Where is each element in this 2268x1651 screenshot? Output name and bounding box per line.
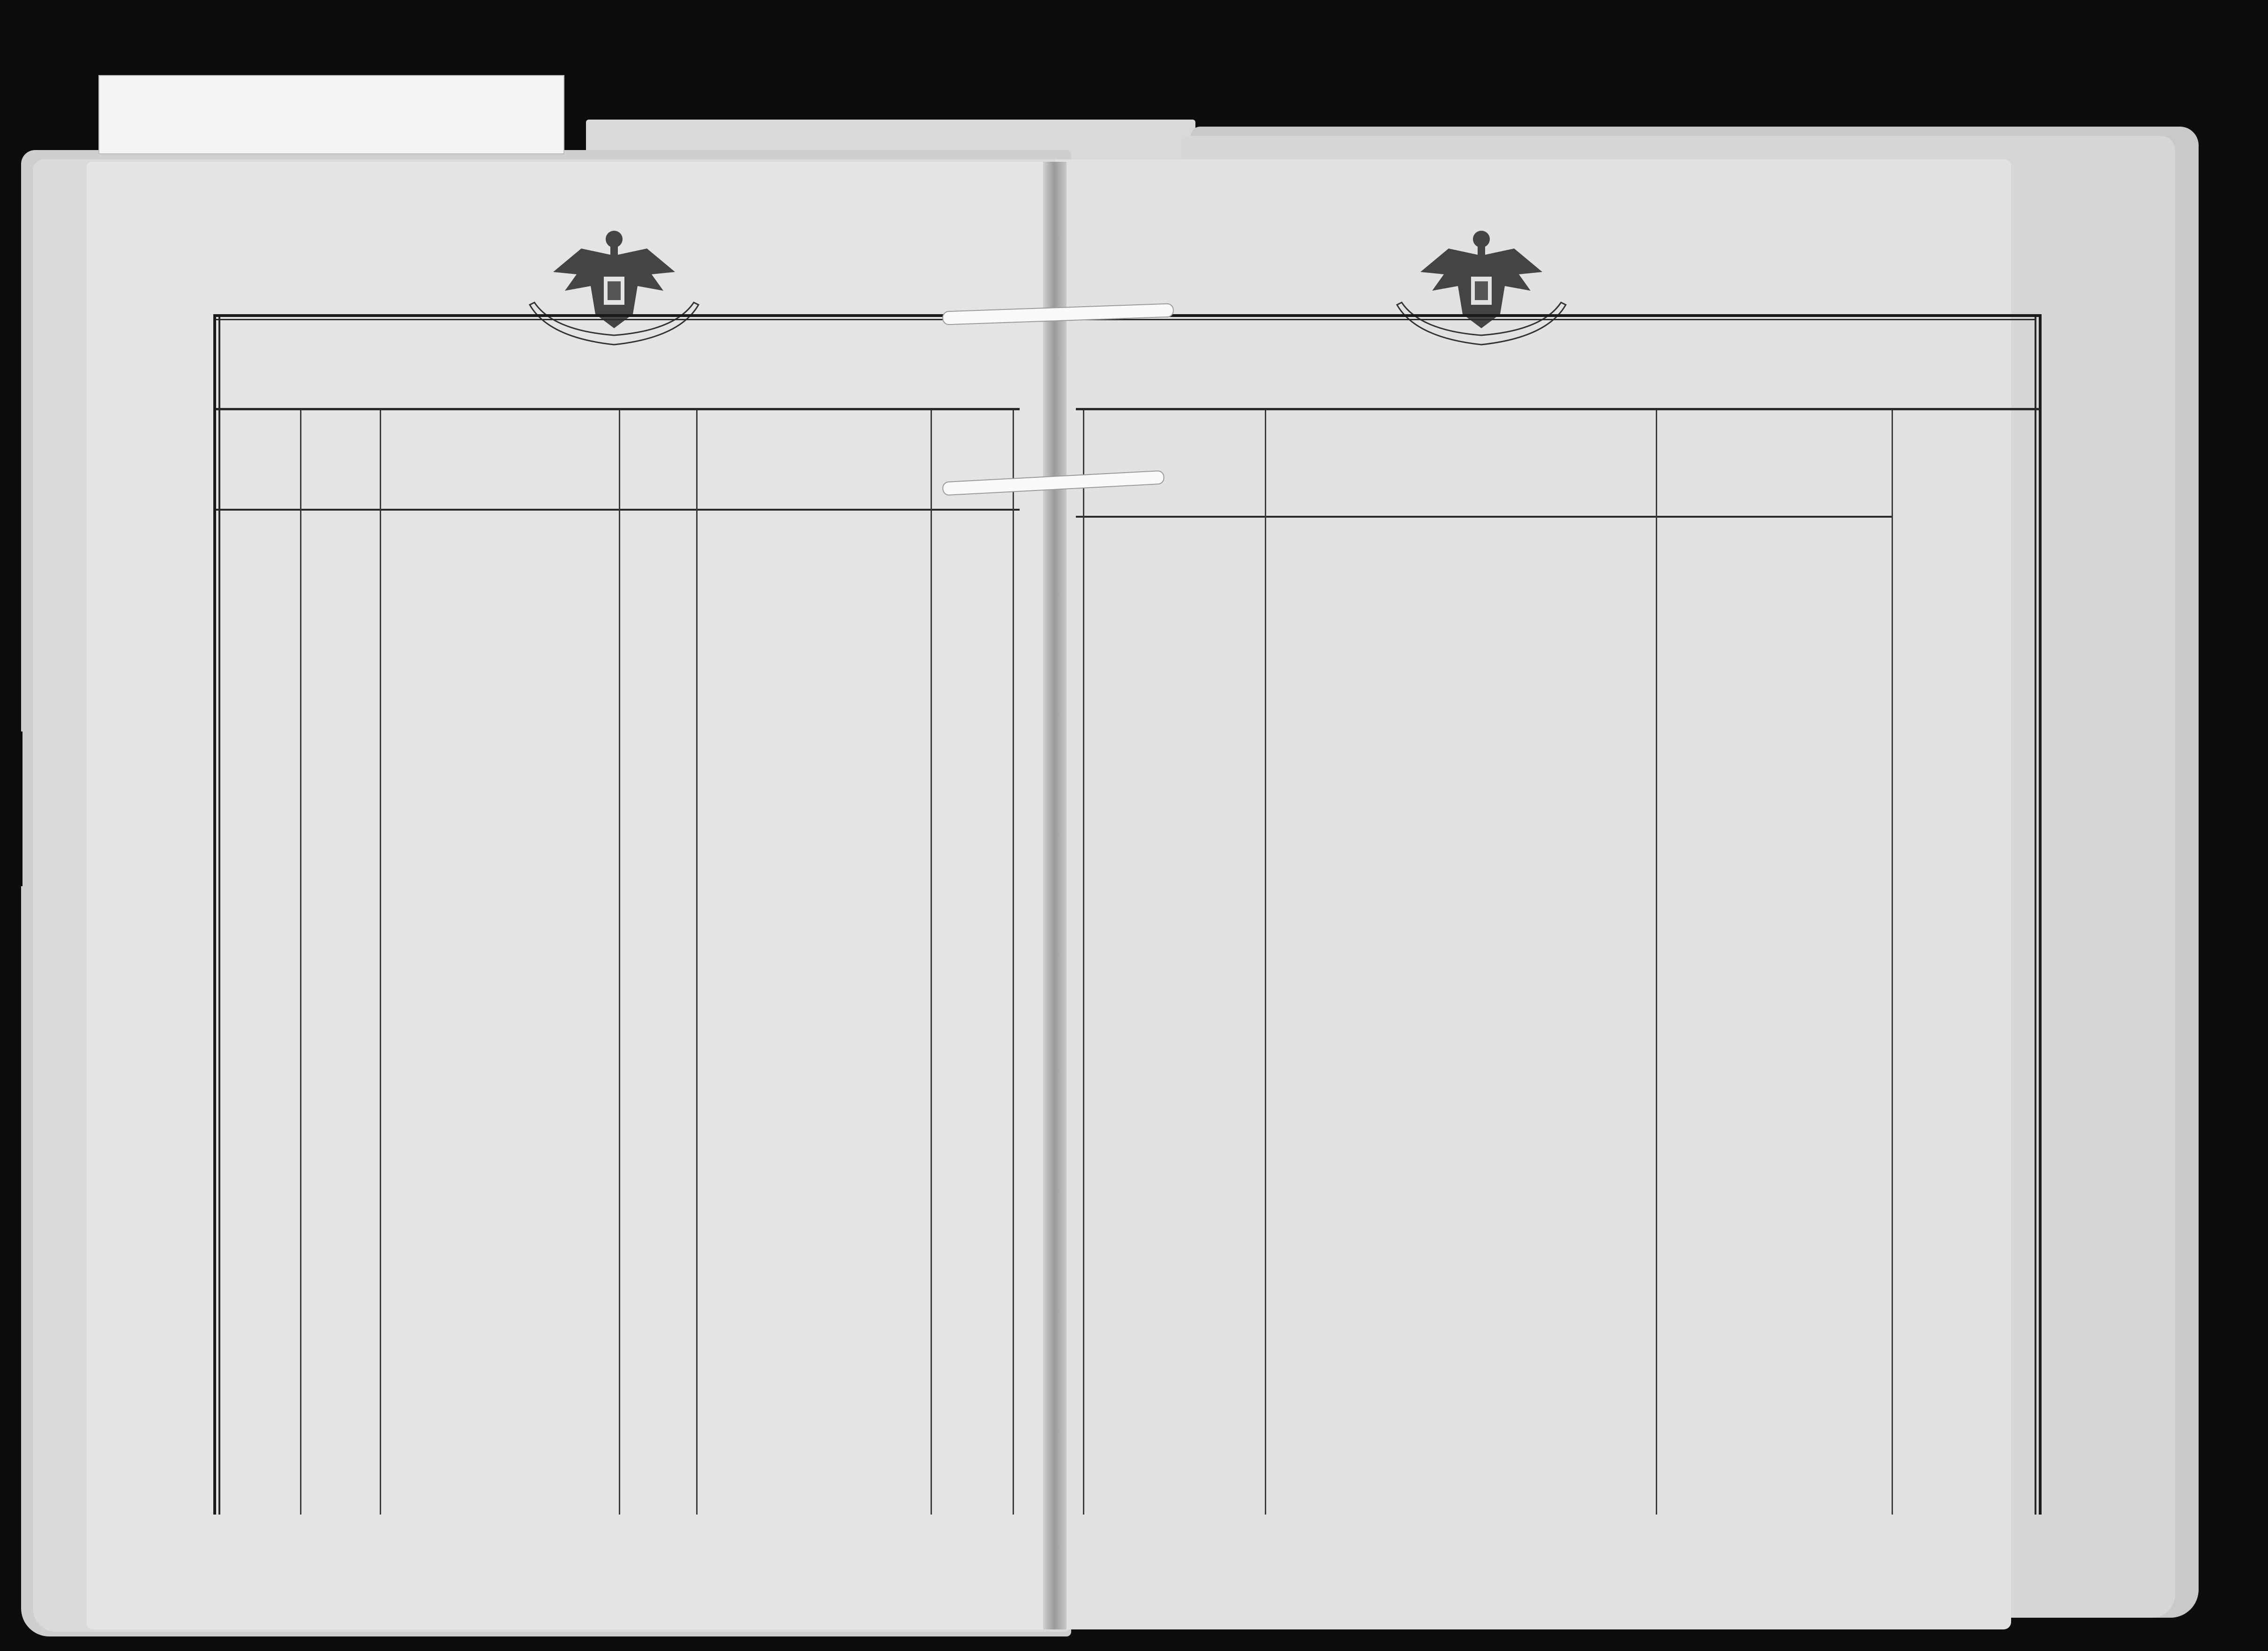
right-col-divider	[1083, 410, 1084, 1515]
left-title-rule	[216, 408, 1020, 410]
right-register-frame	[1076, 314, 2042, 1515]
left-inner-top-rule	[216, 319, 1013, 320]
archive-sheet-number	[872, 0, 1003, 45]
right-col-divider	[1892, 410, 1893, 1515]
left-col-divider	[380, 410, 381, 1515]
left-col-divider	[300, 410, 301, 1515]
right-title-rule	[1076, 408, 2040, 410]
book-gutter	[1043, 162, 1066, 1629]
right-col-divider	[1656, 410, 1657, 1515]
right-header-rule	[1076, 516, 1892, 518]
left-col-divider	[1013, 410, 1014, 1515]
left-inner-left-rule	[218, 317, 220, 1515]
left-register-frame	[213, 314, 1020, 1515]
right-inner-right-rule	[2035, 317, 2036, 1515]
right-col-divider	[1265, 410, 1266, 1515]
right-inner-top-rule	[1078, 319, 2035, 320]
left-col-divider	[931, 410, 932, 1515]
blank-page-label	[98, 75, 564, 154]
left-col-divider	[619, 410, 620, 1515]
left-col-divider	[696, 410, 698, 1515]
cover-edge	[9, 731, 23, 886]
left-header-rule	[216, 509, 1020, 511]
